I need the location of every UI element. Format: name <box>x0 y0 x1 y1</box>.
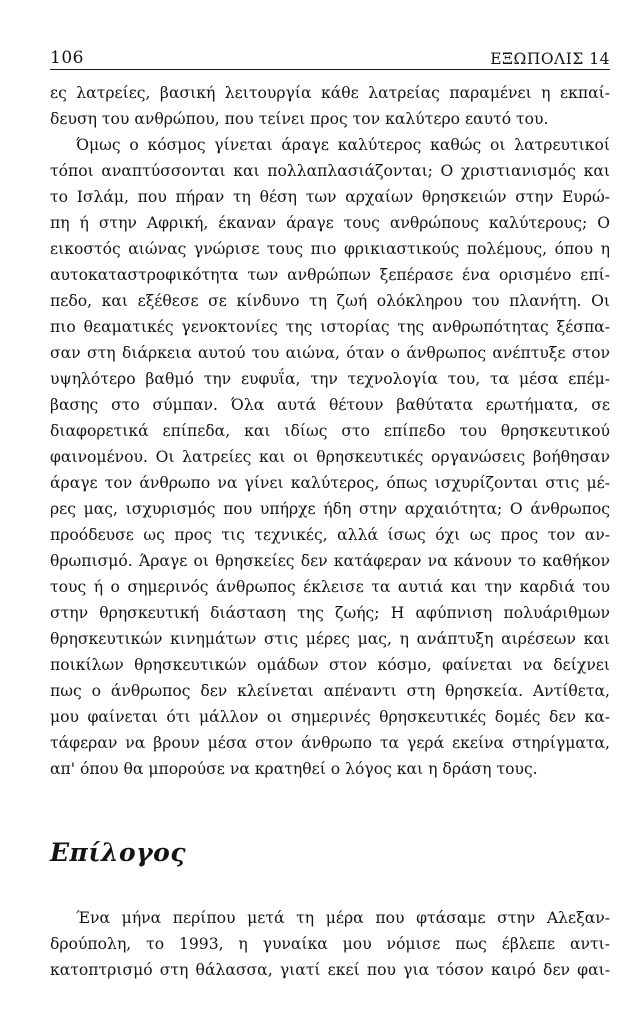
body-line: υψηλότερο βαθμό την ευφυΐα, την τεχνολογία του, τα μέσα επέμ- <box>50 370 610 388</box>
body-line: διαφορετικά επίπεδα, και ιδίως στο επίπεδο του θρησκευτικού <box>50 422 610 440</box>
epilogue-line: δρούπολη, το 1993, η γυναίκα μου νόμισε πως έβλεπε αντι- <box>50 935 610 953</box>
body-line: Όμως ο κόσμος γίνεται άραγε καλύτερος καθώς οι λατρευτικοί <box>76 136 610 154</box>
header-rule <box>50 69 610 70</box>
body-line: τάφεραν να βρουν μέσα στον άνθρωπο τα γερά εκείνα στηρίγματα, <box>50 734 610 752</box>
body-line: στην θρησκευτική διάσταση της ζωής; Η αφύπνιση πολυάριθμων <box>50 604 610 622</box>
body-line: αυτοκαταστροφικότητα των ανθρώπων ξεπέρασε ένα ορισμένο επί- <box>50 266 610 284</box>
body-line: τους ή ο σημερινός άνθρωπος έκλεισε τα αυτιά και την καρδιά του <box>50 578 610 596</box>
section-heading: Επίλογος <box>50 838 187 867</box>
epilogue-line: κατοπτρισμό στη θάλασσα, γιατί εκεί που για τόσον καιρό δεν φαι- <box>50 961 610 979</box>
page-number: 106 <box>50 48 84 68</box>
body-line: άραγε τον άνθρωπο να γίνει καλύτερος, όπως ισχυρίζονται στις μέ- <box>50 474 610 492</box>
running-title: ΕΞΩΠΟΛΙΣ 14 <box>490 50 610 68</box>
body-line: δευση του ανθρώπου, που τείνει προς τον καλύτερο εαυτό του. <box>50 110 549 128</box>
body-line: ες λατρείες, βασική λειτουργία κάθε λατρείας παραμένει η εκπαί- <box>50 84 610 102</box>
body-line: ρες μας, ισχυρισμός που υπήρχε ήδη στην αρχαιότητα; Ο άνθρωπος <box>50 500 610 518</box>
body-line: πη ή στην Αφρική, έκαναν άραγε τους ανθρώπους καλύτερους; Ο <box>50 214 610 232</box>
body-line: σαν στη διάρκεια αυτού του αιώνα, όταν ο άνθρωπος ανέπτυξε στον <box>50 344 610 362</box>
body-line: θρησκευτικών κινημάτων στις μέρες μας, η ανάπτυξη αιρέσεων και <box>50 630 610 648</box>
epilogue-line: Ένα μήνα περίπου μετά τη μέρα που φτάσαμε στην Αλεξαν- <box>76 909 610 927</box>
body-line: εικοστός αιώνας γνώρισε τους πιο φρικιαστικούς πολέμους, όπου η <box>50 240 610 258</box>
body-line: φαινομένου. Οι λατρείες και οι θρησκευτικές οργανώσεις βοήθησαν <box>50 448 610 466</box>
body-line: βασης στο σύμπαν. Όλα αυτά θέτουν βαθύτατα ερωτήματα, σε <box>50 396 610 414</box>
body-line: πεδο, και εξέθεσε σε κίνδυνο τη ζωή ολόκληρου του πλανήτη. Οι <box>50 292 610 310</box>
body-line: πιο θεαματικές γενοκτονίες της ιστορίας της ανθρωπότητας ξέσπα- <box>50 318 610 336</box>
body-line: απ' όπου θα μπορούσε να κρατηθεί ο λόγος και η δράση τους. <box>50 760 538 778</box>
body-line: προόδευσε ως προς τις τεχνικές, αλλά ίσως όχι ως προς τον αν- <box>50 526 610 544</box>
body-line: μου φαίνεται ότι μάλλον οι σημερινές θρησκευτικές δομές δεν κα- <box>50 708 610 726</box>
body-line: τόποι αναπτύσσονται και πολλαπλασιάζονται; Ο χριστιανισμός και <box>50 162 610 180</box>
page-header <box>50 38 610 68</box>
body-line: το Ισλάμ, που πήραν τη θέση των αρχαίων θρησκειών στην Ευρώ- <box>50 188 610 206</box>
body-line: πως ο άνθρωπος δεν κλείνεται απέναντι στη θρησκεία. Αντίθετα, <box>50 682 610 700</box>
body-line: ποικίλων θρησκευτικών ομάδων στον κόσμο, φαίνεται να δείχνει <box>50 656 610 674</box>
body-line: θρωπισμό. Άραγε οι θρησκείες δεν κατάφεραν να κάνουν το καθήκον <box>50 552 610 570</box>
